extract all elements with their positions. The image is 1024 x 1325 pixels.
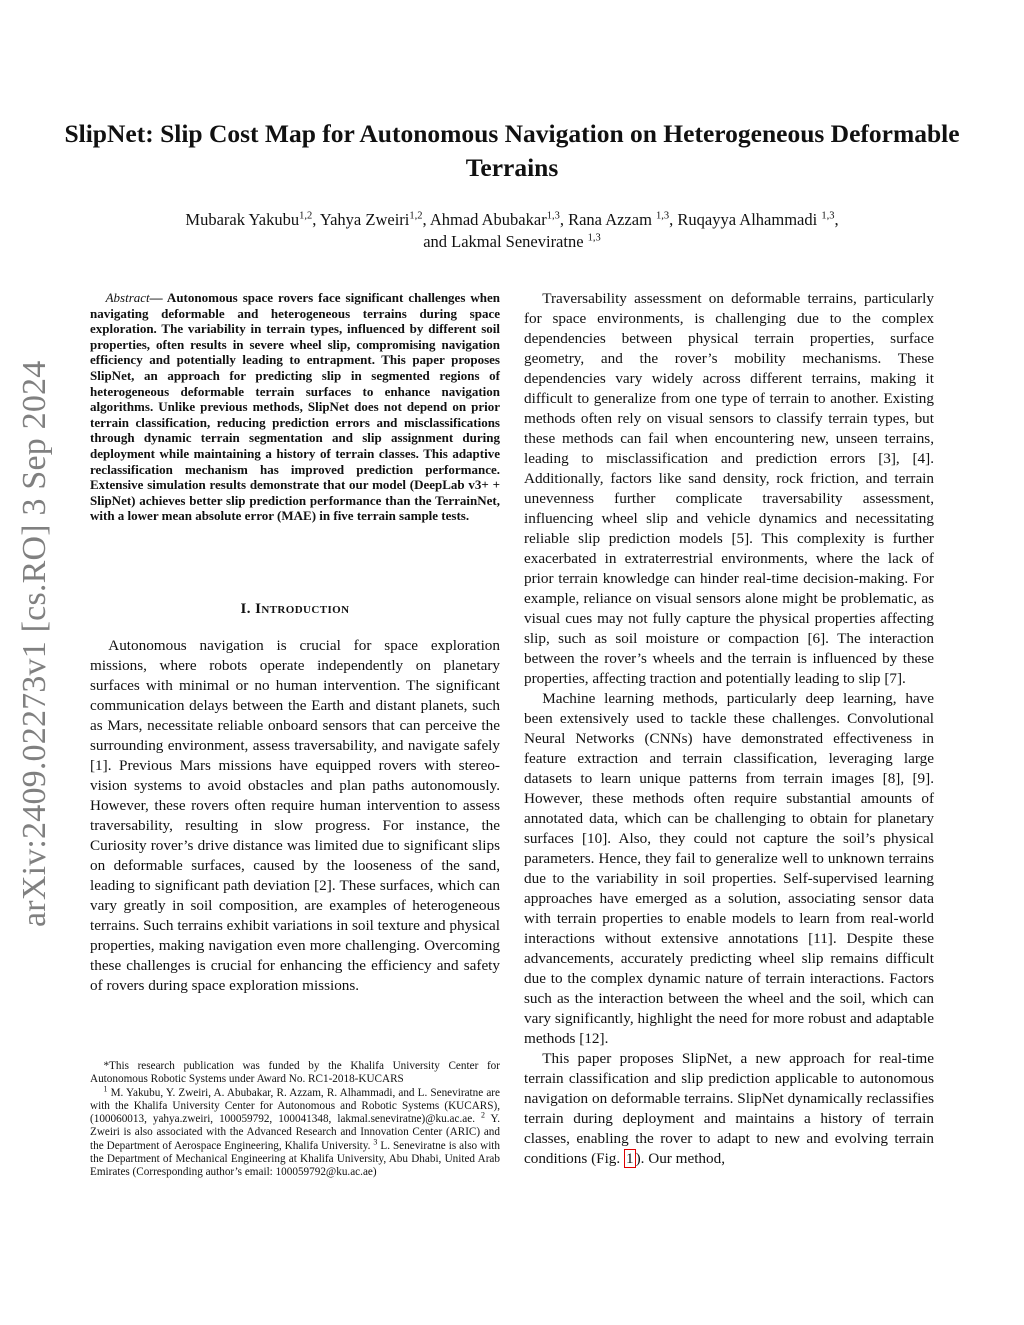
author: Ruqayya Alhammadi $^{1,3}$,: [677, 210, 839, 229]
abstract-text: — Autonomous space rovers face significant challenges when navigating deformable and heterogeneous terrains during space exploration. The variability in terrain types, influenced by different soil properties, often results in severe wheel slip, compromising navigation efficiency and potentially leading to entrapment. This paper proposes SlipNet, an approach for predicting slip in segmented regions of heterogeneous deformable terrain surfaces to enhance navigation algorithms. Unlike previous methods, SlipNet does not depend on prior terrain classification, reducing prediction errors and misclassifications through dynamic terrain segmentation and slip assignment during deployment while maintaining a history of terrain classes. This adaptive reclassification mechanism has improved prediction performance. Extensive simulation results demonstrate that our model (DeepLab v3+ + SlipNet) achieves better slip prediction performance than the TerrainNet, with a lower mean absolute error (MAE) in five terrain sample tests.: [90, 290, 500, 524]
author: Mubarak Yakubu$^{1,2}$,: [185, 210, 320, 229]
paragraph: This paper proposes SlipNet, a new approach for real-time terrain classification and slip prediction applicable to autonomous navigation on deformable terrains. SlipNet dynamically reclassifies terrain during deployment and maintains a history of terrain classes, enabling the rover to adapt to new and evolving terrain conditions (Fig. 1 ). Our method,: [524, 1050, 934, 1167]
paragraph: Traversability assessment on deformable terrains, particularly for space environments, is challenging due to the complex dependencies between physical terrain properties, surface geometry, and the rover’s mobility mechanisms. These dependencies vary widely across different terrains, making it difficult to generalize from one type of terrain to another. Existing methods often rely on visual sensors to classify terrain types, but these methods can fail when encountering new, unseen terrains, leading to misclassification and prediction errors [3], [4]. Additionally, factors like sand density, rock friction, and terrain unevenness further complicate traversability assessment, influencing wheel slip and vehicle dynamics and necessitating reliable slip prediction models [5]. This complexity is further exacerbated in extraterrestrial environments, where the lack of prior terrain knowledge can hinder real-time decision-making. For example, reliance on visual sensors alone might be problematic, as visual cues may not fully capture the physical properties affecting slip, such as soil moisture or compaction [6]. The interaction between the rover’s wheels and the terrain is influenced by these properties, affecting traction and potentially leading to slip [7].: [524, 290, 934, 687]
abstract: [90, 290, 500, 524]
author: Yahya Zweiri$^{1,2}$,: [319, 210, 430, 229]
footnote-affiliations: $^1$ M. Yakubu, Y. Zweiri, A. Abubakar, R. Azzam, R. Alhammadi, and L. Seneviratne are with the Khalifa University Center for Autonomous and Robotic Systems (KUCARS), (100060013, yahya.zweiri, 100059792, 100041348, lakmal.seneviratne)@ku.ac.ae. $^2$ Y. Zweiri is also associated with the Advanced Research and Innovation Center (ARIC) and the Department of Aerospace Engineering, Khalifa University. $^3$ L. Seneviratne is also with the Department of Mechanical Engineering at Khalifa University, Abu Dhabi, United Arab Emirates (Corresponding author’s email: 100059792@ku.ac.ae): [90, 1083, 501, 1179]
introduction-body: [90, 636, 500, 996]
footnote-funding: *This research publication was funded by the Khalifa University Center for Autonomous Robotic Systems under Award No. RC1-2018-KUCARS: [90, 1060, 500, 1086]
paragraph: Autonomous navigation is crucial for space exploration missions, where robots operate independently on planetary surfaces with minimal or no human intervention. The significant communication delays between the Earth and distant planets, such as Mars, necessitate reliable onboard sensors that can perceive the surrounding environment, assess traversability, and navigate safely [1]. Previous Mars missions have equipped rovers with stereo-vision systems to avoid obstacles and plan paths autonomously. However, these rovers often require human intervention to assess traversability, resulting in slow progress. For instance, the Curiosity rover’s drive distance was limited due to significant slips on deformable surfaces, caused by the looseness of the sand, leading to significant path deviation [2]. These surfaces, which can vary greatly in soil composition, are examples of heterogeneous terrains. Such terrains exhibit variations in soil texture and physical properties, making navigation even more challenging. Overcoming these challenges is crucial for enhancing the efficiency and safety of rovers during space exploration missions.: [90, 637, 500, 994]
author: and Lakmal Seneviratne $^{1,3}$: [423, 232, 601, 251]
paragraph: Machine learning methods, particularly deep learning, have been extensively used to tackle these challenges. Convolutional Neural Networks (CNNs) have demonstrated effectiveness in feature extraction and terrain classification, leveraging large datasets to learn unique patterns from terrain images [8], [9]. However, these methods often require substantial amounts of annotated data, which can be challenging to obtain for planetary surfaces [10]. Also, they could not capture the soil’s physical parameters. Hence, they fail to generalize well to unknown terrains due to the variability in soil properties. Self-supervised learning approaches have emerged as a solution, associating sensor data with terrain properties to enable models to learn from real-world interactions without extensive annotations [11]. Despite these advancements, accurately predicting wheel slip remains difficult due to the complex dynamic nature of terrain interactions. Factors such as the interaction between the wheel and the soil, which can vary significantly, highlight the need for more robust and adaptable methods [12].: [524, 690, 934, 1047]
author-list: [60, 209, 964, 253]
footnotes: [90, 1060, 500, 1180]
author: Rana Azzam $^{1,3}$,: [568, 210, 678, 229]
author: Ahmad Abubakar$^{1,3}$,: [429, 210, 569, 229]
arxiv-side-stamp: arXiv:2409.02273v1 [cs.RO] 3 Sep 2024: [16, 360, 53, 927]
abstract-label: Abstract: [105, 290, 150, 305]
right-column-body: [524, 289, 934, 1169]
section-heading-introduction: I. Introduction: [240, 601, 350, 617]
figure-link[interactable]: 1: [626, 1150, 634, 1167]
paper-title: SlipNet: Slip Cost Map for Autonomous Navigation on Heterogeneous Deformable Terrains: [64, 119, 960, 182]
